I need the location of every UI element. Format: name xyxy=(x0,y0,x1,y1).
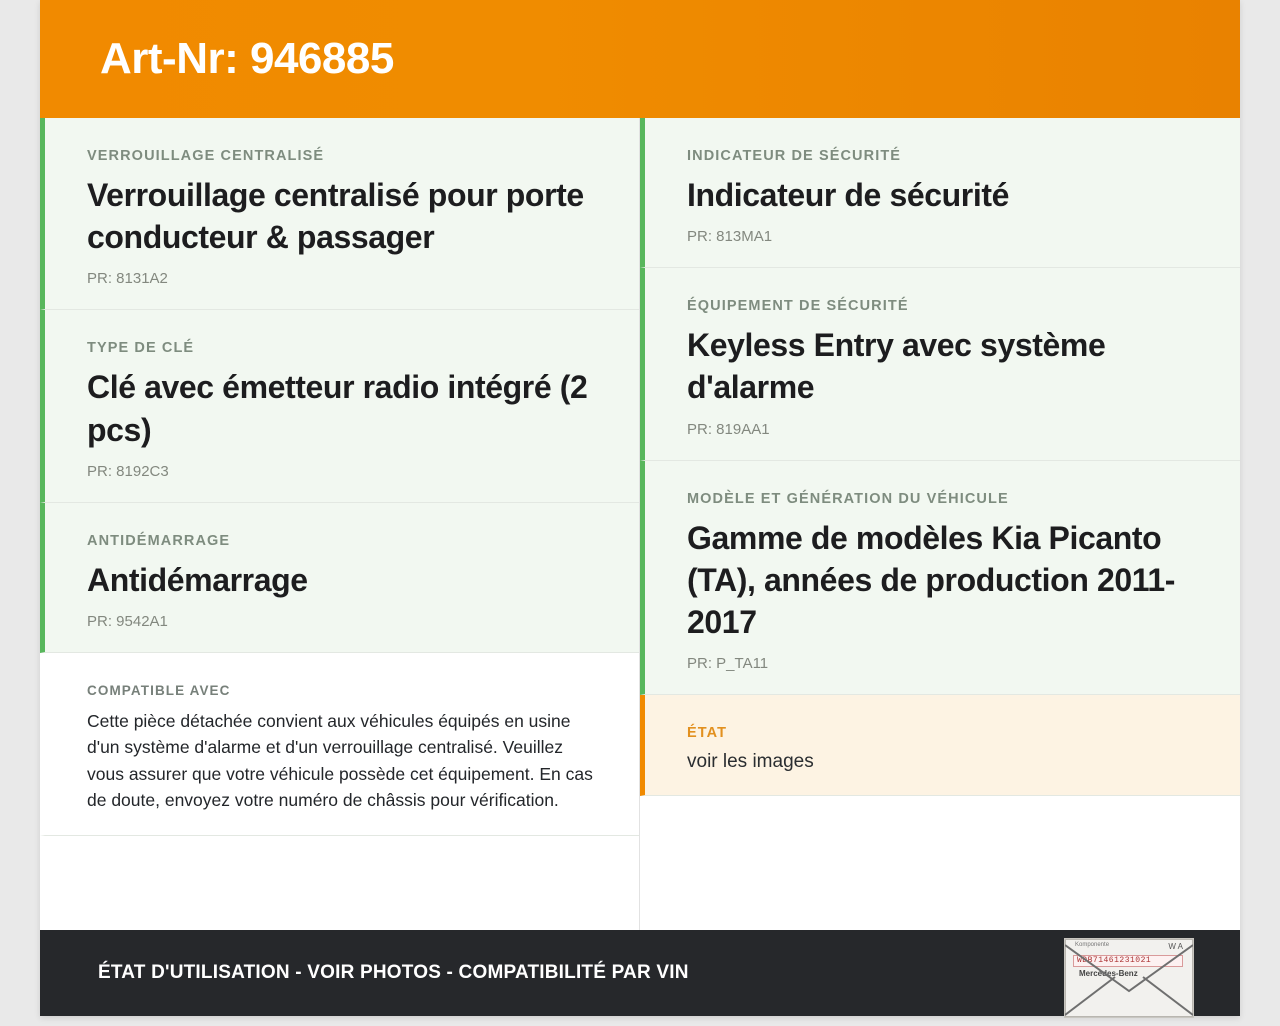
spec-value: Verrouillage centralisé pour porte conducteur & passager xyxy=(87,177,584,256)
header-bar xyxy=(40,0,1240,118)
condition-label: ÉTAT xyxy=(687,725,728,742)
spec-pr-code: PR: 813MA1 xyxy=(687,228,773,246)
spec-item-immobilizer xyxy=(40,503,639,653)
stamp-top-right-text: W A xyxy=(1168,942,1183,951)
spec-label: ÉQUIPEMENT DE SÉCURITÉ xyxy=(687,298,909,315)
spec-column-right xyxy=(640,118,1240,930)
spec-item-condition xyxy=(640,695,1240,796)
spec-pr-code: PR: 8192C3 xyxy=(87,462,169,480)
spacer-block xyxy=(640,796,1240,930)
spec-value: Gamme de modèles Kia Picanto (TA), années de production 2011-2017 xyxy=(687,519,1176,641)
product-card xyxy=(40,0,1240,1016)
stamp-code: WDB71461231021 xyxy=(1077,956,1152,965)
stamp-top-left-text: Komponente xyxy=(1075,942,1110,948)
compatibility-label: COMPATIBLE AVEC xyxy=(87,683,231,699)
envelope-outline-icon xyxy=(1065,939,1193,1017)
spec-label: MODÈLE ET GÉNÉRATION DU VÉHICULE xyxy=(687,490,1009,507)
spec-item-key-type xyxy=(40,310,639,502)
spec-label: ANTIDÉMARRAGE xyxy=(87,532,231,549)
compatibility-text: Cette pièce détachée convient aux véhicules équipés en usine d'un système d'alarme et d'un verrouillage centralisé. Veuillez vous assurer que votre véhicule possède cet équipement. En cas de doute, envoyez votre numéro de châssis pour vérification. xyxy=(87,711,593,810)
spec-item-central-locking xyxy=(40,118,639,310)
spec-grid xyxy=(40,118,1240,930)
envelope-icon xyxy=(1064,938,1194,1018)
spec-value: Keyless Entry avec système d'alarme xyxy=(687,327,1106,406)
spec-value: Indicateur de sécurité xyxy=(687,177,1009,213)
spec-label: VERROUILLAGE CENTRALISÉ xyxy=(87,148,325,164)
spec-value: Clé avec émetteur radio intégré (2 pcs) xyxy=(87,369,588,448)
footer-text: ÉTAT D'UTILISATION - VOIR PHOTOS - COMPATIBILITÉ PAR VIN xyxy=(98,962,689,983)
footer-bar xyxy=(40,930,1240,1016)
stamp-brand: Mercedes-Benz xyxy=(1079,969,1138,978)
compatibility-block xyxy=(40,653,639,836)
spec-label: INDICATEUR DE SÉCURITÉ xyxy=(687,148,902,164)
stamp-image xyxy=(1065,939,1193,1017)
spec-item-security-equipment xyxy=(640,268,1240,460)
spec-item-vehicle-model xyxy=(640,461,1240,696)
spec-pr-code: PR: 8131A2 xyxy=(87,270,168,288)
spec-pr-code: PR: P_TA11 xyxy=(687,655,769,673)
spec-pr-code: PR: 819AA1 xyxy=(687,420,770,438)
spec-column-left xyxy=(40,118,640,930)
spec-item-security-indicator xyxy=(640,118,1240,268)
page-title: Art-Nr: 946885 xyxy=(100,34,394,83)
spec-label: TYPE DE CLÉ xyxy=(87,340,195,357)
spec-value: Antidémarrage xyxy=(87,561,308,598)
condition-value: voir les images xyxy=(687,751,814,773)
spec-pr-code: PR: 9542A1 xyxy=(87,613,168,631)
